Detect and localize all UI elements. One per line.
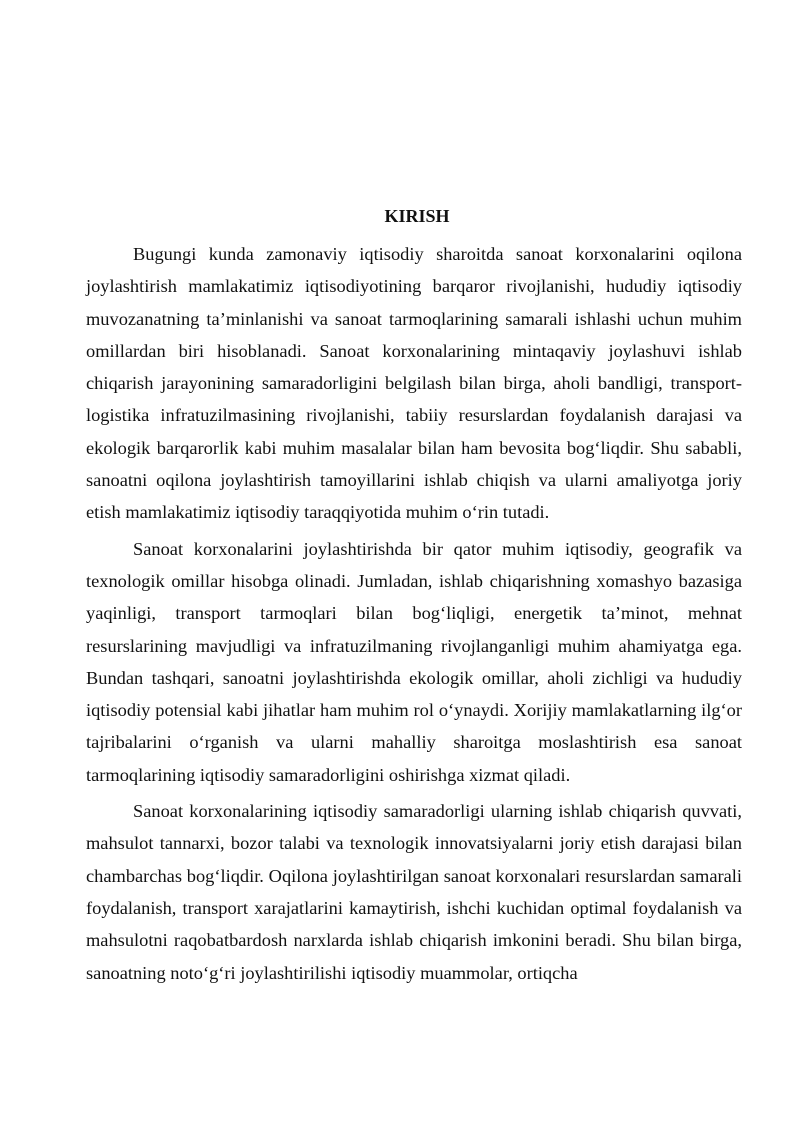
document-body: [86, 202, 742, 993]
paragraph-3: Sanoat korxonalarining iqtisodiy samaradorligi ularning ishlab chiqarish quvvati, mahsulot tannarxi, bozor talabi va texnologik innovatsiyalarni joriy etish darajasi bilan chambarchas bog‘liqdir. Oqilona joylashtirilgan sanoat korxonalari resurslardan samarali foydalanish, transport xarajatlarini kamaytirish, ishchi kuchidan optimal foydalanish va mahsulotni raqobatbardosh narxlarda ishlab chiqarish imkonini beradi. Shu bilan birga, sanoatning noto‘g‘ri joylashtirilishi iqtisodiy muammolar, ortiqcha: [86, 801, 742, 983]
paragraph-1: Bugungi kunda zamonaviy iqtisodiy sharoitda sanoat korxonalarini oqilona joylashtirish mamlakatimiz iqtisodiyotining barqaror rivojlanishi, hududiy iqtisodiy muvozanatning ta’minlanishi va sanoat tarmoqlarining samarali ishlashi uchun muhim omillardan biri hisoblanadi. Sanoat korxonalarining mintaqaviy joylashuvi ishlab chiqarish jarayonining samaradorligini belgilash bilan birga, aholi bandligi, transport-logistika infratuzilmasining rivojlanishi, tabiiy resurslardan foydalanish darajasi va ekologik barqarorlik kabi muhim masalalar bilan ham bevosita bog‘liqdir. Shu sababli, sanoatni oqilona joylashtirish tamoyillarini ishlab chiqish va ularni amaliyotga joriy etish mamlakatimiz iqtisodiy taraqqiyotida muhim o‘rin tutadi.: [86, 244, 742, 523]
paragraph-2: Sanoat korxonalarini joylashtirishda bir qator muhim iqtisodiy, geografik va texnologik omillar hisobga olinadi. Jumladan, ishlab chiqarishning xomashyo bazasiga yaqinligi, transport tarmoqlari bilan bog‘liqligi, energetik ta’minot, mehnat resurslarining mavjudligi va infratuzilmaning rivojlanganligi muhim ahamiyatga ega. Bundan tashqari, sanoatni joylashtirishda ekologik omillar, aholi zichligi va hududiy iqtisodiy potensial kabi jihatlar ham muhim rol o‘ynaydi. Xorijiy mamlakatlarning ilg‘or tajribalarini o‘rganish va ularni mahalliy sharoitga moslashtirish esa sanoat tarmoqlarining iqtisodiy samaradorligini oshirishga xizmat qiladi.: [86, 538, 742, 785]
section-title: KIRISH: [384, 206, 450, 226]
